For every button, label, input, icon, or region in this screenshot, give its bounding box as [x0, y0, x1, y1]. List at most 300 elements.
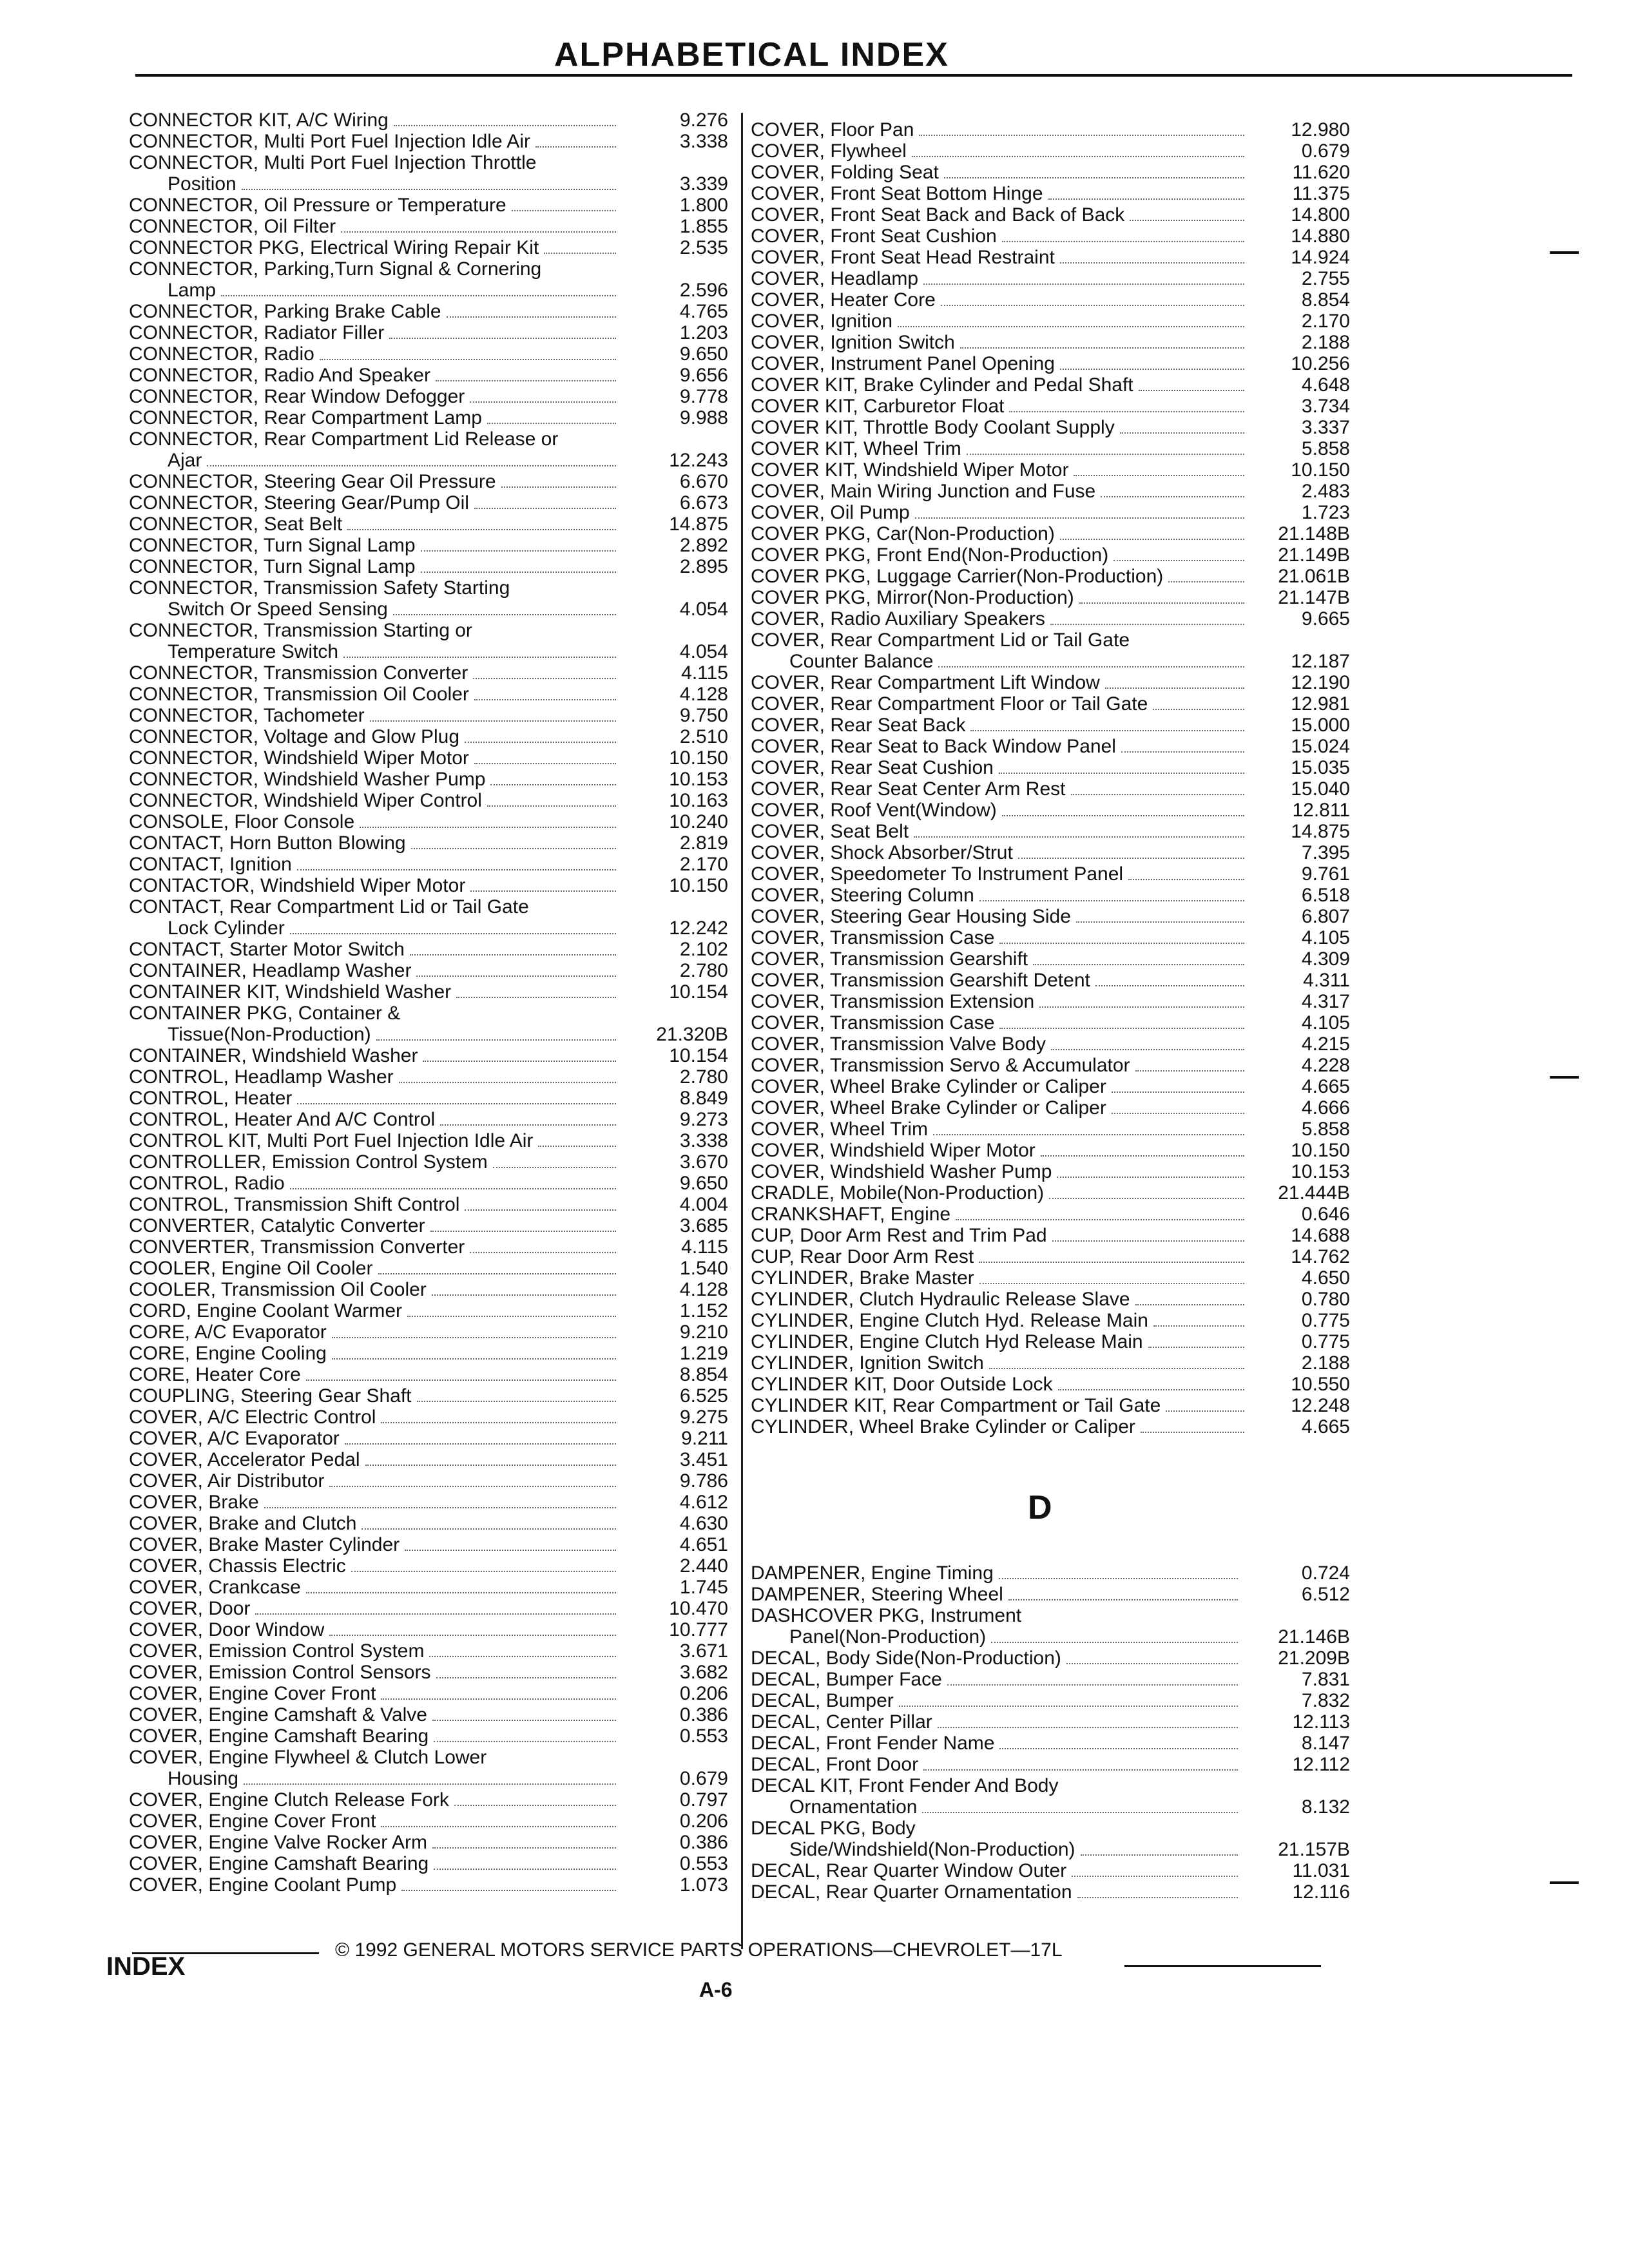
index-entry	[751, 332, 1350, 353]
dot-leader	[429, 1656, 616, 1657]
index-entry-text: Side/Windshield(Non-Production)	[789, 1839, 1075, 1860]
index-entry-text: COVER, A/C Evaporator	[129, 1428, 340, 1449]
index-entry-text: CONNECTOR, Voltage and Glow Plug	[129, 726, 460, 747]
index-page-ref: 4.612	[679, 1492, 728, 1513]
dot-leader	[1057, 1177, 1244, 1178]
index-entry-text: Temperature Switch	[168, 641, 339, 662]
index-page-ref: 14.880	[1291, 226, 1350, 247]
index-page-ref: 0.646	[1301, 1204, 1350, 1225]
dot-leader	[979, 1283, 1244, 1284]
dot-leader	[956, 1219, 1244, 1220]
dot-leader	[421, 550, 616, 552]
index-entry-text: CORE, Engine Cooling	[129, 1343, 327, 1364]
index-entry	[751, 863, 1350, 885]
index-entry	[751, 736, 1350, 757]
dot-leader	[381, 1422, 616, 1423]
index-entry	[751, 247, 1350, 268]
index-entry-text: DECAL, Rear Quarter Window Outer	[751, 1860, 1067, 1881]
index-entry-text: CONNECTOR, Transmission Starting or	[129, 620, 472, 641]
index-entry-text: CONNECTOR, Multi Port Fuel Injection Throttle	[129, 152, 537, 173]
index-entry-text: COVER, Wheel Brake Cylinder or Caliper	[751, 1097, 1106, 1119]
dot-leader	[393, 614, 616, 615]
index-page-ref: 0.780	[1301, 1289, 1350, 1310]
dot-leader	[440, 1124, 616, 1126]
index-entry	[751, 778, 1350, 800]
index-page-ref: 6.673	[679, 492, 728, 514]
index-entry-text: CONTACTOR, Windshield Wiper Motor	[129, 875, 466, 896]
index-entry-text: CORE, Heater Core	[129, 1364, 301, 1385]
dot-leader	[470, 890, 616, 892]
dot-leader	[474, 508, 616, 509]
index-entry-text: CONTAINER KIT, Windshield Washer	[129, 981, 452, 1003]
dot-leader	[490, 784, 616, 785]
index-entry-text: COVER, Door	[129, 1598, 251, 1619]
index-entry	[751, 1267, 1350, 1289]
index-page-ref: 2.892	[679, 535, 728, 556]
index-entry	[129, 1853, 728, 1874]
index-page-ref: 1.203	[679, 322, 728, 343]
dot-leader	[221, 295, 616, 296]
index-entry-text: Ajar	[168, 450, 202, 471]
index-page-ref: 4.650	[1301, 1267, 1350, 1289]
dot-leader	[473, 678, 616, 679]
index-entry	[129, 1407, 728, 1428]
index-entry	[129, 1513, 728, 1534]
index-entry	[129, 237, 728, 258]
index-page-ref: 11.620	[1292, 162, 1350, 183]
index-entry-text: COVER, Rear Seat Back	[751, 715, 966, 736]
dot-leader	[370, 720, 616, 722]
index-entry-text: COVER PKG, Car(Non-Production)	[751, 523, 1055, 544]
dot-leader	[999, 1028, 1244, 1029]
index-entry	[129, 1151, 728, 1173]
index-entry-text: COVER, Shock Absorber/Strut	[751, 842, 1013, 863]
index-page-ref: 0.553	[679, 1853, 728, 1874]
index-entry	[129, 343, 728, 365]
footer-page-number: A-6	[699, 1978, 733, 2001]
index-page-ref: 15.024	[1291, 736, 1350, 757]
index-entry-text: COVER, Brake Master Cylinder	[129, 1534, 400, 1555]
index-entry	[751, 1033, 1350, 1055]
index-entry-text: CONTROL, Radio	[129, 1173, 285, 1194]
index-page-ref: 10.150	[1291, 459, 1350, 481]
index-entry	[129, 875, 728, 896]
index-entry	[751, 587, 1350, 608]
footer-rule	[1124, 1965, 1321, 1967]
index-entry	[751, 353, 1350, 374]
index-entry-text: CONTROL, Transmission Shift Control	[129, 1194, 460, 1215]
dot-leader	[979, 900, 1244, 901]
index-entry	[751, 1225, 1350, 1246]
index-entry-text: CONNECTOR KIT, A/C Wiring	[129, 110, 389, 131]
index-entry	[129, 1024, 728, 1045]
dot-leader	[474, 763, 616, 764]
index-entry	[129, 1555, 728, 1577]
index-entry-text: CONNECTOR, Parking Brake Cable	[129, 301, 441, 322]
index-entry-text: COVER KIT, Brake Cylinder and Pedal Shaft	[751, 374, 1133, 396]
index-entry	[129, 981, 728, 1003]
dot-leader	[474, 699, 616, 700]
index-page-ref: 4.666	[1301, 1097, 1350, 1119]
index-entry-text: COVER, Engine Clutch Release Fork	[129, 1789, 449, 1811]
index-page-ref: 4.128	[679, 684, 728, 705]
index-page-ref: 6.807	[1301, 906, 1350, 927]
index-page-ref: 0.386	[679, 1832, 728, 1853]
dot-leader	[242, 189, 616, 190]
dot-leader	[1041, 1155, 1244, 1157]
dot-leader	[1105, 687, 1244, 689]
dot-leader	[207, 465, 616, 466]
dot-leader	[922, 1812, 1238, 1813]
index-entry-text: CONNECTOR, Transmission Safety Starting	[129, 577, 510, 599]
index-page-ref: 12.116	[1292, 1881, 1350, 1903]
dot-leader	[1112, 1091, 1244, 1093]
index-entry	[129, 131, 728, 152]
dot-leader	[912, 156, 1244, 157]
index-entry	[751, 821, 1350, 842]
index-entry	[129, 1598, 728, 1619]
index-entry-text: CONNECTOR, Oil Filter	[129, 216, 336, 237]
index-entry-text: COVER, Wheel Brake Cylinder or Caliper	[751, 1076, 1106, 1097]
index-entry-text: COVER, Engine Flywheel & Clutch Lower	[129, 1747, 487, 1768]
dot-leader	[1058, 1389, 1244, 1390]
dot-leader	[381, 1698, 616, 1700]
index-entry	[129, 556, 728, 577]
dot-leader	[436, 1677, 617, 1678]
index-entry	[129, 1066, 728, 1088]
index-page-ref: 4.215	[1301, 1033, 1350, 1055]
dot-leader	[1033, 964, 1244, 965]
index-page-ref: 9.988	[679, 407, 728, 428]
dot-leader	[332, 1337, 616, 1338]
index-entry	[129, 1768, 728, 1789]
dot-leader	[361, 1528, 616, 1530]
index-page-ref: 12.112	[1292, 1754, 1350, 1775]
index-page-ref: 0.206	[679, 1683, 728, 1704]
index-entry-text: COVER, Emission Control System	[129, 1640, 425, 1662]
dot-leader	[421, 572, 616, 573]
index-page-ref: 4.651	[679, 1534, 728, 1555]
index-page-ref: 12.981	[1291, 693, 1350, 715]
index-page-ref: 2.170	[1301, 311, 1350, 332]
index-page-ref: 4.115	[681, 1236, 728, 1258]
index-entry-text: COVER, Rear Seat to Back Window Panel	[751, 736, 1116, 757]
index-entry	[751, 1754, 1350, 1775]
index-page-ref: 2.188	[1301, 332, 1350, 353]
index-entry-text: CONNECTOR, Rear Compartment Lid Release or	[129, 428, 559, 450]
index-entry-text: CONNECTOR, Parking,Turn Signal & Cornering	[129, 258, 542, 280]
index-page-ref: 14.875	[669, 514, 728, 535]
index-page-ref: 21.149B	[1278, 544, 1350, 566]
index-entry-text: COVER, Steering Gear Housing Side	[751, 906, 1071, 927]
index-entry	[751, 1161, 1350, 1182]
dot-leader	[407, 1316, 616, 1317]
index-entry-text: CONNECTOR, Turn Signal Lamp	[129, 535, 416, 556]
index-page-ref: 8.854	[1301, 289, 1350, 311]
index-entry-text: CONTACT, Starter Motor Switch	[129, 939, 405, 960]
dot-leader	[544, 253, 616, 254]
index-entry-text: CONTROLLER, Emission Control System	[129, 1151, 488, 1173]
dot-leader	[432, 1847, 616, 1849]
index-entry	[129, 1088, 728, 1109]
dot-leader	[410, 954, 616, 956]
index-page-ref: 9.650	[679, 343, 728, 365]
index-page-ref: 2.780	[679, 1066, 728, 1088]
index-entry	[751, 1012, 1350, 1033]
dot-leader	[1139, 390, 1244, 391]
index-entry	[129, 1492, 728, 1513]
index-entry-text: COVER, Headlamp	[751, 268, 919, 289]
index-entry-text: CONNECTOR, Turn Signal Lamp	[129, 556, 416, 577]
index-entry	[129, 1215, 728, 1236]
index-entry	[129, 1428, 728, 1449]
index-entry	[129, 1640, 728, 1662]
index-entry	[129, 173, 728, 195]
index-entry	[129, 747, 728, 769]
dot-leader	[297, 1103, 616, 1104]
index-page-ref: 9.761	[1301, 863, 1350, 885]
index-entry	[751, 1839, 1350, 1860]
index-page-ref: 0.206	[679, 1811, 728, 1832]
index-entry	[129, 1470, 728, 1492]
dot-leader	[999, 943, 1244, 944]
index-page-ref: 14.800	[1291, 204, 1350, 226]
dot-leader	[306, 1592, 616, 1593]
index-entry-text: COVER, Engine Cover Front	[129, 1811, 376, 1832]
index-entry-text: CONNECTOR, Radio	[129, 343, 314, 365]
index-page-ref: 9.211	[681, 1428, 728, 1449]
index-page-ref: 5.858	[1301, 438, 1350, 459]
index-entry	[129, 1045, 728, 1066]
index-entry	[129, 1321, 728, 1343]
index-entry	[129, 1789, 728, 1811]
index-page-ref: 12.243	[669, 450, 728, 471]
dot-leader	[376, 1039, 616, 1041]
index-entry-text: CYLINDER KIT, Rear Compartment or Tail Gate	[751, 1395, 1161, 1416]
index-page-ref: 4.630	[679, 1513, 728, 1534]
dot-leader	[1002, 241, 1244, 242]
index-entry-text: COVER, Rear Seat Cushion	[751, 757, 994, 778]
dot-leader	[465, 1209, 616, 1211]
dot-leader	[411, 848, 616, 849]
index-entry	[129, 1811, 728, 1832]
dot-leader	[1066, 1663, 1238, 1664]
index-page-ref: 9.665	[1301, 608, 1350, 629]
index-entry-text: COVER, Speedometer To Instrument Panel	[751, 863, 1124, 885]
index-entry-text: COVER, Engine Cover Front	[129, 1683, 376, 1704]
index-entry-text: COVER, Oil Pump	[751, 502, 910, 523]
index-entry-text: CYLINDER, Engine Clutch Hyd. Release Main	[751, 1310, 1148, 1331]
index-entry	[751, 1395, 1350, 1416]
index-page-ref: 15.035	[1291, 757, 1350, 778]
index-entry-text: CONNECTOR, Steering Gear/Pump Oil	[129, 492, 469, 514]
dot-leader	[979, 1262, 1244, 1263]
page-title: ALPHABETICAL INDEX	[554, 36, 949, 73]
dot-leader	[1135, 1304, 1244, 1305]
index-entry-text: DECAL, Center Pillar	[751, 1711, 932, 1733]
index-page-ref: 3.670	[679, 1151, 728, 1173]
index-entry-text: CORD, Engine Coolant Warmer	[129, 1300, 403, 1321]
index-page-ref: 8.132	[1301, 1796, 1350, 1818]
index-entry-text: CONNECTOR, Seat Belt	[129, 514, 343, 535]
index-entry	[129, 1173, 728, 1194]
dot-leader	[1128, 879, 1244, 880]
index-page-ref: 6.670	[679, 471, 728, 492]
index-entry	[129, 1534, 728, 1555]
index-entry	[751, 1416, 1350, 1437]
index-page-ref: 10.154	[669, 1045, 728, 1066]
index-entry-text: CONTAINER, Headlamp Washer	[129, 960, 412, 981]
index-entry-text: CONVERTER, Catalytic Converter	[129, 1215, 425, 1236]
index-page-ref: 4.105	[1301, 1012, 1350, 1033]
dot-leader	[255, 1613, 616, 1615]
index-page-ref: 3.338	[679, 131, 728, 152]
index-page-ref: 3.682	[679, 1662, 728, 1683]
index-page-ref: 10.240	[669, 811, 728, 832]
index-page-ref: 1.855	[679, 216, 728, 237]
index-entry-text: COVER PKG, Luggage Carrier(Non-Production)	[751, 566, 1164, 587]
index-page-ref: 4.228	[1301, 1055, 1350, 1076]
index-entry-text: CYLINDER, Ignition Switch	[751, 1352, 984, 1374]
index-entry-text: CONNECTOR, Rear Compartment Lamp	[129, 407, 482, 428]
index-entry	[129, 1236, 728, 1258]
index-entry	[129, 918, 728, 939]
index-entry	[129, 280, 728, 301]
index-page-ref: 2.170	[679, 854, 728, 875]
index-entry	[129, 1364, 728, 1385]
index-entry-text: COVER, Instrument Panel Opening	[751, 353, 1055, 374]
index-entry-text: COVER, Chassis Electric	[129, 1555, 346, 1577]
index-entry	[751, 162, 1350, 183]
index-entry-text: COVER KIT, Carburetor Float	[751, 396, 1005, 417]
index-page-ref: 21.209B	[1278, 1648, 1350, 1669]
index-page-ref: 7.831	[1301, 1669, 1350, 1690]
margin-mark	[1550, 1881, 1579, 1884]
index-entry	[129, 514, 728, 535]
index-entry-text: DECAL KIT, Front Fender And Body	[751, 1775, 1059, 1796]
index-page-ref: 9.778	[679, 386, 728, 407]
index-entry-text: CONVERTER, Transmission Converter	[129, 1236, 465, 1258]
dot-leader	[1141, 1432, 1244, 1433]
index-entry-text: COVER, Transmission Gearshift	[751, 948, 1028, 970]
index-page-ref: 2.102	[679, 939, 728, 960]
index-entry	[751, 459, 1350, 481]
dot-leader	[290, 933, 616, 934]
index-page-ref: 9.656	[679, 365, 728, 386]
index-entry-text: Ornamentation	[789, 1796, 918, 1818]
dot-leader	[1052, 1240, 1244, 1242]
dot-leader	[512, 210, 616, 211]
index-entry-text: Lamp	[168, 280, 217, 301]
index-entry	[129, 599, 728, 620]
dot-leader	[899, 1706, 1238, 1707]
index-entry-text: COVER, Rear Seat Center Arm Rest	[751, 778, 1066, 800]
dot-leader	[991, 1642, 1238, 1643]
index-page-ref: 12.248	[1291, 1395, 1350, 1416]
index-entry	[751, 672, 1350, 693]
index-entry	[129, 322, 728, 343]
index-entry-text: DAMPENER, Steering Wheel	[751, 1584, 1003, 1605]
index-page-ref: 4.105	[1301, 927, 1350, 948]
index-entry	[129, 939, 728, 960]
index-entry	[129, 216, 728, 237]
dot-leader	[244, 1783, 616, 1785]
index-entry	[751, 757, 1350, 778]
index-page-ref: 12.190	[1291, 672, 1350, 693]
index-entry	[129, 386, 728, 407]
dot-leader	[401, 1890, 616, 1891]
index-entry-text: DECAL, Body Side(Non-Production)	[751, 1648, 1061, 1669]
index-page-ref: 21.146B	[1278, 1626, 1350, 1648]
index-page-ref: 2.483	[1301, 481, 1350, 502]
index-entry-text: CYLINDER, Clutch Hydraulic Release Slave	[751, 1289, 1130, 1310]
index-entry	[129, 832, 728, 854]
index-page-ref: 4.128	[679, 1279, 728, 1300]
index-entry-text: COVER, Brake	[129, 1492, 259, 1513]
dot-leader	[1009, 411, 1244, 412]
index-page-ref: 9.650	[679, 1173, 728, 1194]
index-entry	[751, 438, 1350, 459]
index-page-ref: 10.153	[669, 769, 728, 790]
index-entry-text: COUPLING, Steering Gear Shaft	[129, 1385, 412, 1407]
index-page-ref: 6.518	[1301, 885, 1350, 906]
index-page-ref: 11.375	[1292, 183, 1350, 204]
index-entry-text: COVER, Ignition Switch	[751, 332, 955, 353]
index-entry-text: CONTROL KIT, Multi Port Fuel Injection Idle Air	[129, 1130, 534, 1151]
index-entry	[751, 693, 1350, 715]
index-entry	[129, 769, 728, 790]
right-index-column	[751, 119, 1350, 1437]
index-page-ref: 21.148B	[1278, 523, 1350, 544]
index-entry	[129, 726, 728, 747]
index-entry	[751, 1289, 1350, 1310]
index-entry-text: COOLER, Engine Oil Cooler	[129, 1258, 373, 1279]
index-page-ref: 9.275	[679, 1407, 728, 1428]
index-entry	[751, 544, 1350, 566]
dot-leader	[290, 1188, 616, 1189]
index-page-ref: 4.648	[1301, 374, 1350, 396]
index-page-ref: 3.671	[679, 1640, 728, 1662]
dot-leader	[919, 135, 1244, 136]
index-entry-text: CONTROL, Heater	[129, 1088, 293, 1109]
index-entry	[751, 906, 1350, 927]
index-entry-text: CYLINDER, Brake Master	[751, 1267, 974, 1289]
index-entry-text: COVER KIT, Throttle Body Coolant Supply	[751, 417, 1115, 438]
dot-leader	[329, 1635, 616, 1636]
index-page-ref: 10.150	[669, 747, 728, 769]
index-entry-text: Tissue(Non-Production)	[168, 1024, 371, 1045]
index-entry-text: Lock Cylinder	[168, 918, 285, 939]
index-entry	[129, 1385, 728, 1407]
index-entry-text: Housing	[168, 1768, 239, 1789]
footer-section-label: INDEX	[106, 1952, 186, 1981]
index-entry-text: COVER, Air Distributor	[129, 1470, 325, 1492]
dot-leader	[941, 305, 1244, 306]
dot-leader	[923, 1769, 1238, 1771]
dot-leader	[915, 517, 1244, 519]
left-index-column	[129, 110, 728, 1896]
index-entry	[129, 471, 728, 492]
index-entry-text: CONNECTOR, Steering Gear Oil Pressure	[129, 471, 496, 492]
index-entry-text: COVER, Floor Pan	[751, 119, 914, 140]
index-entry	[751, 1690, 1350, 1711]
index-entry-text: CONTACT, Rear Compartment Lid or Tail Gate	[129, 896, 529, 918]
index-entry-text: CYLINDER, Engine Clutch Hyd Release Main	[751, 1331, 1143, 1352]
index-entry	[129, 407, 728, 428]
index-page-ref: 9.273	[679, 1109, 728, 1130]
index-entry	[751, 1669, 1350, 1690]
index-page-ref: 2.895	[679, 556, 728, 577]
